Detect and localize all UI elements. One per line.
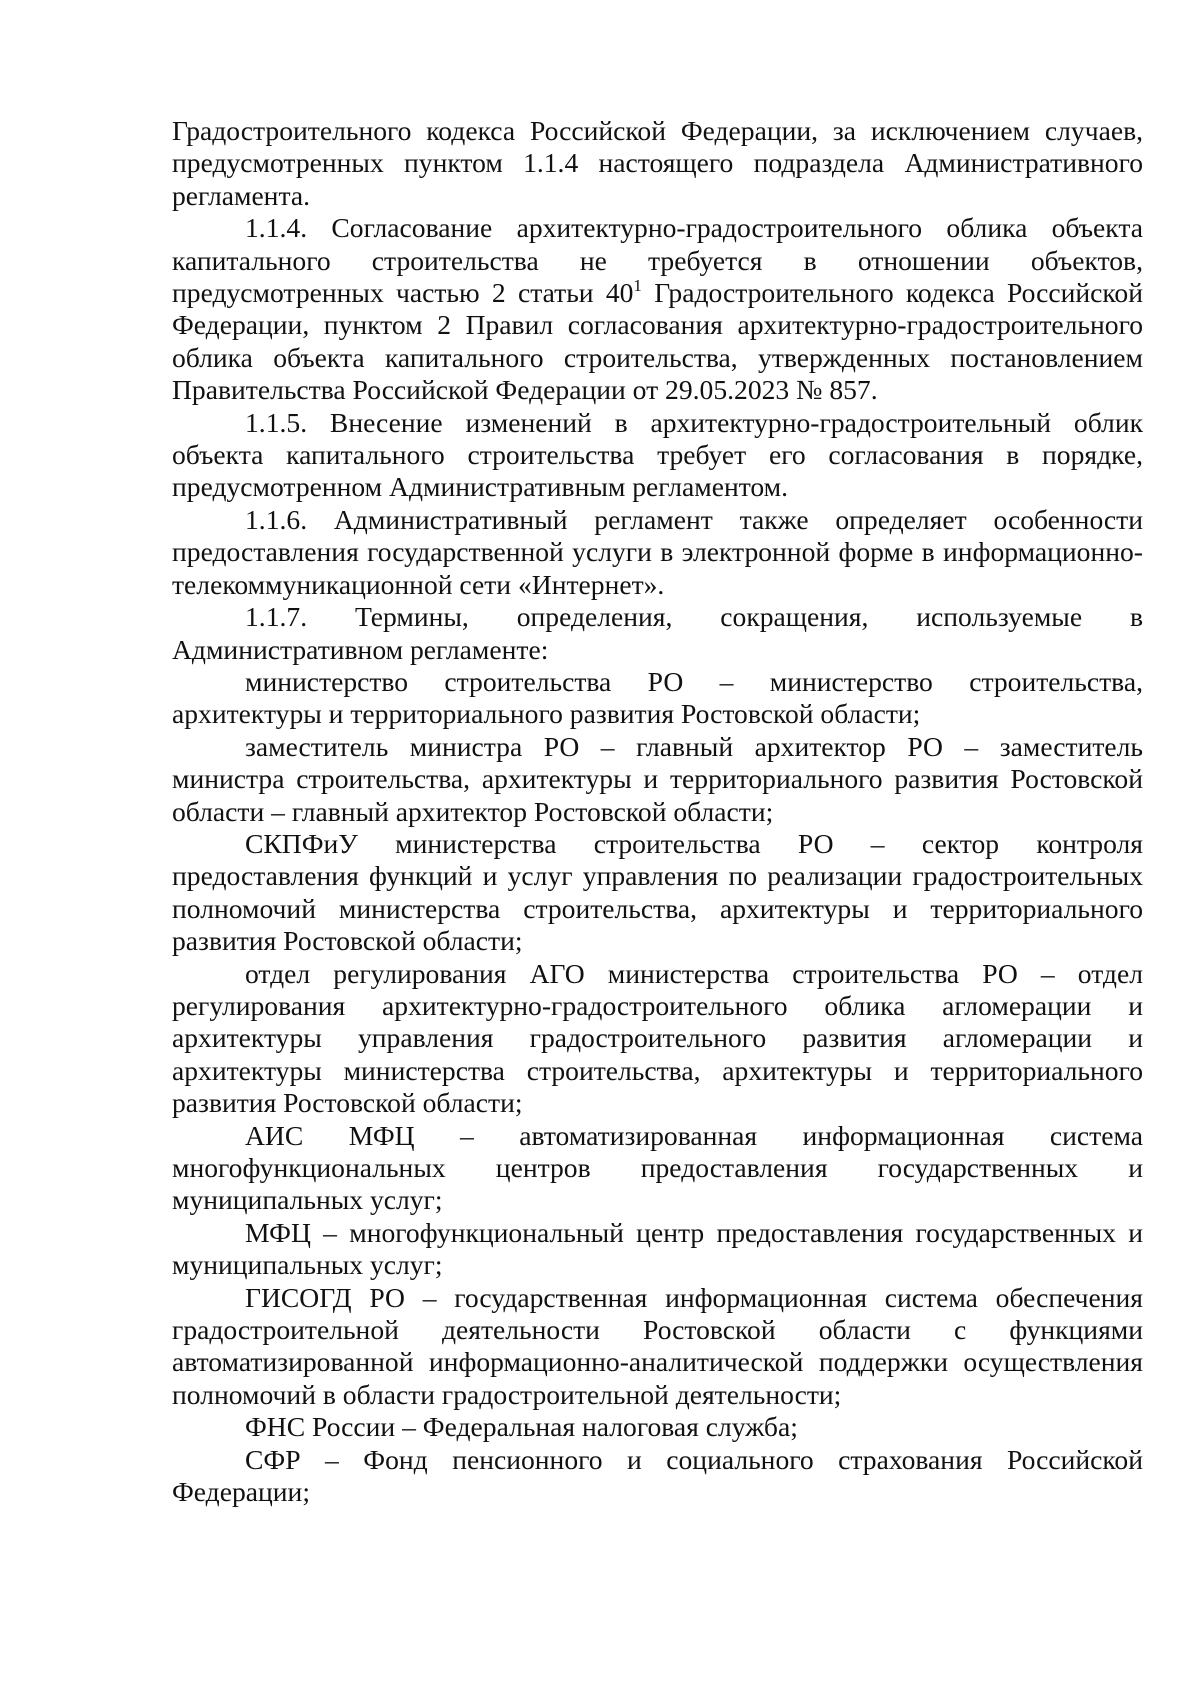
paragraph-1-1-6: 1.1.6. Административный регламент также определяет особенности предоставления государственной услуги в электронной форме в информационно-телекоммуникационной сети «Интернет». (172, 503, 1143, 600)
document-page (172, 115, 1143, 1508)
paragraph-1-1-4-text-end: Градостроительного кодекса Российской Федерации, пунктом 2 Правил согласования архитектурно-градостроительного облика объекта капитального строительства, утвержденных постановлением Правительства Российской Федерации от 29.05.2023 № 857. (172, 277, 1143, 406)
term-ministry: министерство строительства РО – министерство строительства, архитектуры и территориального развития Ростовской области; (172, 665, 1143, 730)
article-superscript: 1 (633, 276, 642, 296)
paragraph-1-1-7: 1.1.7. Термины, определения, сокращения, используемые в Административном регламенте: (172, 601, 1143, 665)
paragraph-1-1-5: 1.1.5. Внесение изменений в архитектурно-градостроительный облик объекта капитального строительства требует его согласования в порядке, предусмотренном Административным регламентом. (172, 406, 1143, 503)
term-mfc: МФЦ – многофункциональный центр предоставления государственных и муниципальных услуг; (172, 1216, 1143, 1281)
paragraph-continuation: Градостроительного кодекса Российской Федерации, за исключением случаев, предусмотренных пунктом 1.1.4 настоящего подраздела Административного регламента. (172, 115, 1143, 211)
term-gisogd: ГИСОГД РО – государственная информационная система обеспечения градостроительной деятельности Ростовской области с функциями автоматизированной информационно-аналитической поддержки осуществления полномочий в области градостроительной деятельности; (172, 1281, 1143, 1410)
term-fns: ФНС России – Федеральная налоговая служба; (245, 1411, 798, 1443)
term-skpfiu: СКПФиУ министерства строительства РО – сектор контроля предоставления функций и услуг управления по реализации градостроительных полномочий министерства строительства, архитектуры и территориального развития Ростовской области; (172, 827, 1143, 957)
paragraph-1-1-4-text-start: 1.1.4. Согласование архитектурно-градостроительного облика объекта капитального строительства не требуется в отношении объектов, предусмотренных частью 2 статьи 40 (172, 212, 1143, 309)
term-ais-mfc: АИС МФЦ – автоматизированная информационная система многофункциональных центров предоставления государственных и муниципальных услуг; (172, 1119, 1143, 1216)
term-sfr: СФР – Фонд пенсионного и социального страхования Российской Федерации; (172, 1443, 1143, 1508)
term-deputy-minister: заместитель министра РО – главный архитектор РО – заместитель министра строительства, архитектуры и территориального развития Ростовской области – главный архитектор Ростовской области; (172, 730, 1143, 827)
paragraph-1-1-4 (172, 212, 1143, 406)
term-ago-department: отдел регулирования АГО министерства строительства РО – отдел регулирования архитектурно-градостроительного облика агломерации и архитектуры управления градостроительного развития агломерации и архитектуры министерства строительства, архитектуры и территориального развития Ростовской области; (172, 957, 1143, 1119)
